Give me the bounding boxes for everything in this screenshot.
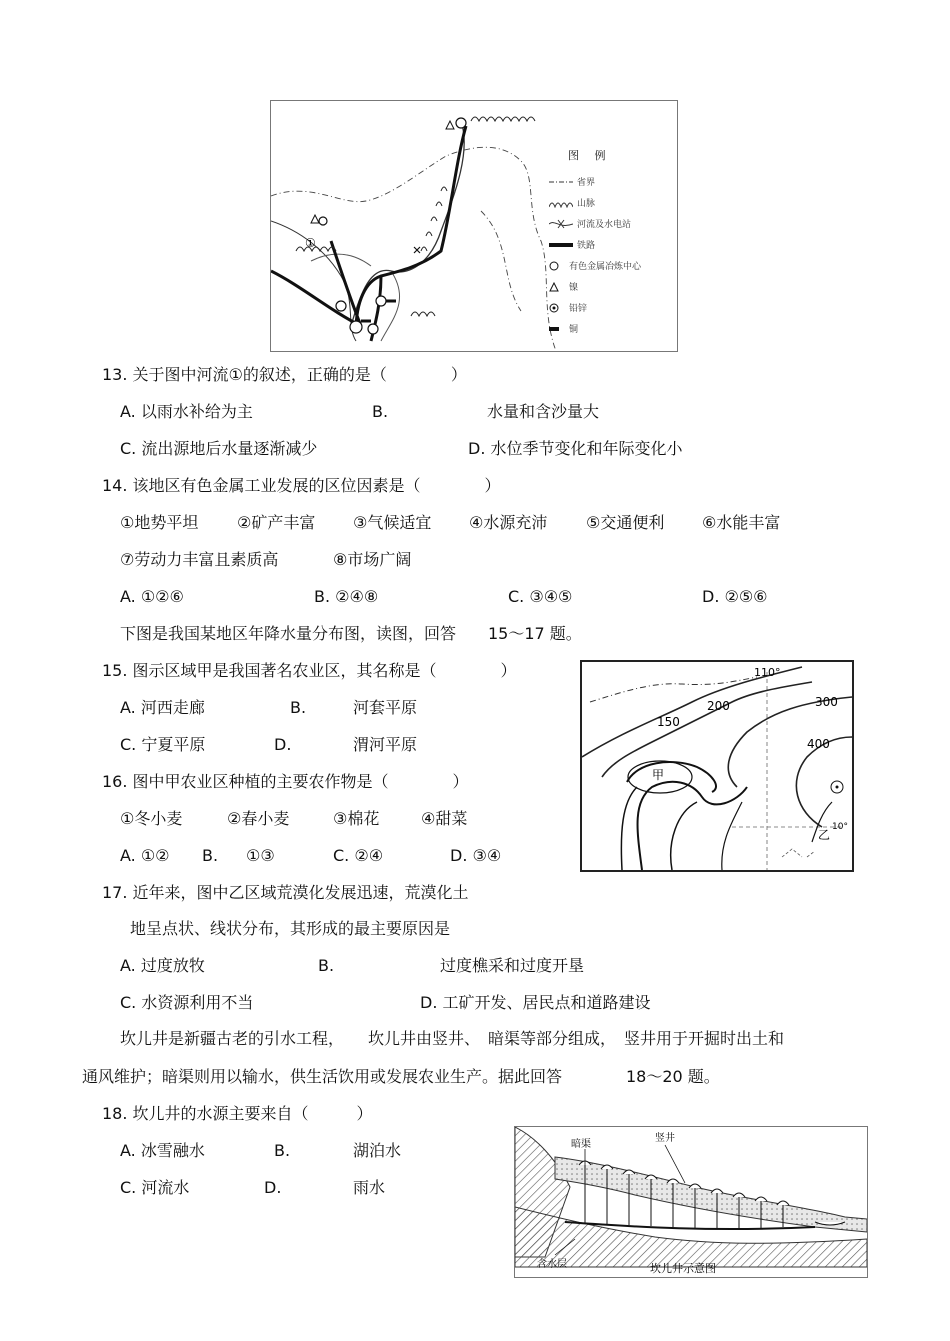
mountain-range-icon — [549, 198, 573, 208]
legend-row — [549, 192, 677, 213]
q16-option-c: C. ②④ — [333, 846, 384, 865]
isohyet-label: 200 — [707, 699, 730, 713]
q13-option-c: C. 流出源地后水量逐渐减少 — [120, 439, 318, 458]
label-aquifer: 含水层 — [537, 1259, 567, 1270]
karez-drawing — [515, 1127, 867, 1277]
legend-label: 铁路 — [577, 241, 596, 251]
q18-option-a: A. 冰雪融水 — [120, 1141, 205, 1160]
legend-label: 有色金属冶炼中心 — [569, 262, 642, 272]
q17-option-c: C. 水资源利用不当 — [120, 993, 254, 1012]
q14-factor: ④水源充沛 — [469, 513, 548, 532]
q13-option-d: D. 水位季节变化和年际变化小 — [468, 439, 683, 458]
legend-row — [549, 234, 677, 255]
q13-option-a: A. 以雨水补给为主 — [120, 402, 253, 421]
q15-stem: 15. 图示区域甲是我国著名农业区，其名称是（ ） — [102, 661, 517, 680]
legend-row — [549, 255, 677, 276]
q14-option-d: D. ②⑤⑥ — [702, 587, 768, 606]
region-jia-label: 甲 — [652, 768, 665, 782]
q16-item: ③棉花 — [333, 809, 380, 828]
karez-diagram — [514, 1126, 868, 1278]
railway-icon — [549, 240, 573, 250]
q18-option-d-text: 雨水 — [353, 1178, 386, 1197]
precipitation-drawing — [582, 662, 852, 870]
intro-15-17: 下图是我国某地区年降水量分布图，读图，回答 15～17 题。 — [120, 624, 582, 643]
legend-label: 山脉 — [577, 199, 596, 209]
q15-option-c: C. 宁夏平原 — [120, 735, 206, 754]
legend-row — [549, 276, 677, 297]
q16-item: ①冬小麦 — [120, 809, 183, 828]
intro-18-20-line1: 坎儿井是新疆古老的引水工程， 坎儿井由竖井、 暗渠等部分组成， 竖井用于开掘时出土和 — [120, 1029, 785, 1048]
q18-option-d-letter: D. — [264, 1178, 282, 1197]
q17-stem-line2: 地呈点状、线状分布，其形成的最主要原因是 — [130, 919, 451, 938]
q16-item: ②春小麦 — [227, 809, 290, 828]
legend-label: 省界 — [577, 178, 596, 188]
q13-stem: 13. 关于图中河流①的叙述，正确的是（ ） — [102, 365, 467, 384]
q14-factor: ⑤交通便利 — [586, 513, 665, 532]
legend-label: 镍 — [569, 283, 579, 293]
map-legend — [549, 171, 677, 339]
legend-label: 铅锌 — [569, 304, 588, 314]
label-shujing: 竖井 — [655, 1133, 675, 1144]
q14-factor: ①地势平坦 — [120, 513, 199, 532]
q17-option-b-letter: B. — [318, 956, 335, 975]
q15-option-d-letter: D. — [274, 735, 292, 754]
legend-row — [549, 213, 677, 234]
q14-factor: ⑦劳动力丰富且素质高 — [120, 550, 279, 569]
q14-option-b: B. ②④⑧ — [314, 587, 379, 606]
longitude-label: 110° — [754, 666, 781, 679]
q16-item: ④甜菜 — [421, 809, 468, 828]
q15-option-b-letter: B. — [290, 698, 307, 717]
q18-option-b-text: 湖泊水 — [353, 1141, 402, 1160]
latitude-label: 10° — [832, 822, 848, 832]
q18-option-c: C. 河流水 — [120, 1178, 190, 1197]
q15-option-d-text: 渭河平原 — [353, 735, 418, 754]
q18-option-b-letter: B. — [274, 1141, 291, 1160]
intro-18-20-line2: 通风维护；暗渠则用以输水，供生活饮用或发展农业生产。据此回答 18～20 题。 — [82, 1067, 720, 1086]
q17-stem-line1: 17. 近年来，图中乙区域荒漠化发展迅速，荒漠化土 — [102, 883, 469, 902]
legend-row — [549, 318, 677, 339]
boundary-line-icon — [549, 177, 573, 187]
isohyet-label: 300 — [815, 695, 838, 709]
q15-option-a: A. 河西走廊 — [120, 698, 205, 717]
river-hydropower-icon — [549, 219, 573, 229]
q14-factor: ⑥水能丰富 — [702, 513, 781, 532]
q14-factor: ③气候适宜 — [353, 513, 432, 532]
q17-option-b-text: 过度樵采和过度开垦 — [440, 956, 585, 975]
legend-title: 图 例 — [568, 149, 612, 162]
region-yi-label: 乙 — [818, 828, 831, 842]
karez-caption: 坎儿井示意图 — [650, 1262, 716, 1275]
legend-label: 铜 — [569, 325, 579, 335]
isohyet-label: 400 — [807, 737, 830, 751]
q16-option-b-letter: B. — [202, 846, 219, 865]
q13-option-b-letter: B. — [372, 402, 389, 421]
q17-option-a: A. 过度放牧 — [120, 956, 205, 975]
q17-option-d: D. 工矿开发、居民点和道路建设 — [420, 993, 651, 1012]
legend-row — [549, 297, 677, 318]
q14-option-a: A. ①②⑥ — [120, 587, 184, 606]
precipitation-map — [580, 660, 854, 872]
q18-stem: 18. 坎儿井的水源主要来自（ ） — [102, 1104, 373, 1123]
q15-option-b-text: 河套平原 — [353, 698, 418, 717]
legend-label: 河流及水电站 — [577, 220, 632, 230]
q16-option-a: A. ①② — [120, 846, 170, 865]
q14-factor: ②矿产丰富 — [237, 513, 316, 532]
isohyet-label: 150 — [657, 715, 680, 729]
q16-option-b-text: ①③ — [246, 846, 275, 865]
label-anqu: 暗渠 — [571, 1139, 591, 1150]
q13-option-b-text: 水量和含沙量大 — [487, 402, 600, 421]
nonferrous-metal-map — [270, 100, 678, 352]
q16-stem: 16. 图中甲农业区种植的主要农作物是（ ） — [102, 772, 469, 791]
river-1-label: ① — [305, 236, 316, 250]
q14-factor: ⑧市场广阔 — [333, 550, 412, 569]
q14-option-c: C. ③④⑤ — [508, 587, 573, 606]
q16-option-d: D. ③④ — [450, 846, 502, 865]
legend-row — [549, 171, 677, 192]
q14-stem: 14. 该地区有色金属工业发展的区位因素是（ ） — [102, 476, 501, 495]
